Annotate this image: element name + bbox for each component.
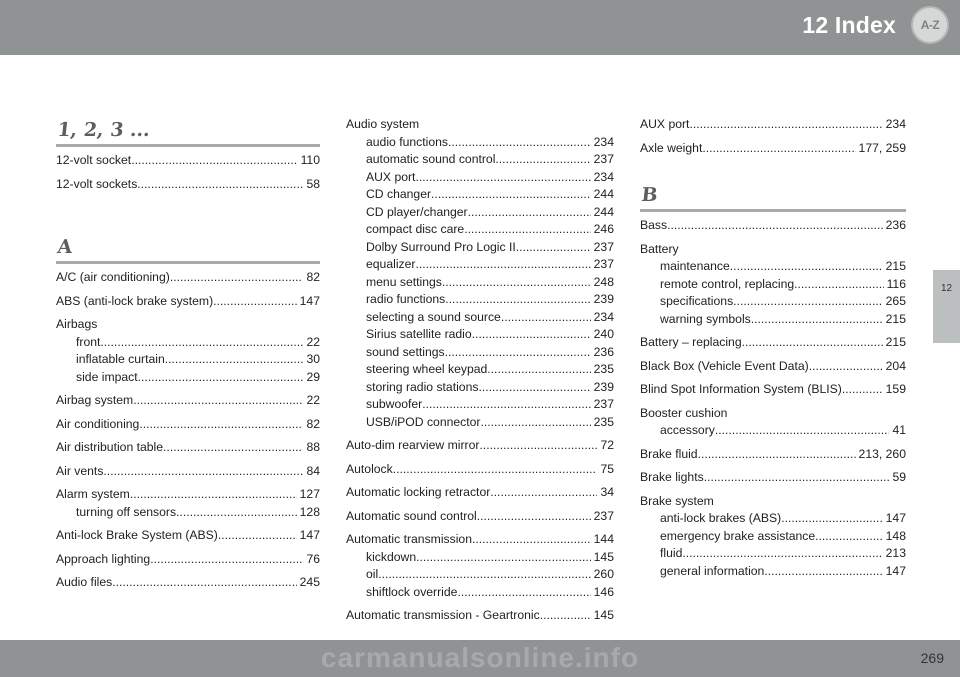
index-entry: Black Box (Vehicle Event Data) ..... 204 — [640, 358, 906, 376]
index-subentry: turning off sensors ..... 128 — [56, 504, 320, 522]
index-entry: 12-volt socket ..... 110 — [56, 152, 320, 170]
section-heading-a: A — [56, 236, 74, 258]
index-entry: Automatic sound control ..... 237 — [346, 508, 614, 526]
index-entry-heading: Battery — [640, 241, 679, 256]
index-entry: 12-volt sockets ..... 58 — [56, 176, 320, 194]
index-subentry: audio functions ..... 234 — [346, 134, 614, 152]
section-divider — [640, 209, 906, 212]
index-subentry: CD player/changer ..... 244 — [346, 204, 614, 222]
index-subentry: shiftlock override ..... 146 — [346, 584, 614, 602]
index-entry: Auto-dim rearview mirror ..... 72 — [346, 437, 614, 455]
index-entry: Bass ..... 236 — [640, 217, 906, 235]
index-subentry: emergency brake assistance ..... 148 — [640, 528, 906, 546]
index-entry: Brake fluid ..... 213, 260 — [640, 446, 906, 464]
index-subentry: compact disc care ..... 246 — [346, 221, 614, 239]
index-entry-heading: Audio system — [346, 117, 420, 131]
index-entry-heading: Airbags — [56, 317, 98, 331]
index-subentry: storing radio stations ..... 239 — [346, 379, 614, 397]
index-column-1 — [56, 116, 320, 592]
index-entry-heading: Booster cushion — [640, 405, 728, 420]
page-title: 12 Index — [802, 12, 896, 38]
index-subentry: kickdown ..... 145 — [346, 549, 614, 567]
a-z-logo-icon: A-Z — [911, 6, 949, 44]
index-entry: Audio files ..... 245 — [56, 574, 320, 592]
index-entry: Automatic transmission ..... 144 — [346, 531, 614, 549]
index-subentry: CD changer ..... 244 — [346, 186, 614, 204]
index-subentry: Dolby Surround Pro Logic II ..... 237 — [346, 239, 614, 257]
index-subentry: front ..... 22 — [56, 334, 320, 352]
index-subentry: Sirius satellite radio ..... 240 — [346, 326, 614, 344]
index-subentry: radio functions ..... 239 — [346, 291, 614, 309]
index-subentry: USB/iPOD connector ..... 235 — [346, 414, 614, 432]
section-heading-numbers: 1, 2, 3 ... — [56, 119, 152, 141]
section-divider — [56, 261, 320, 264]
index-subentry: steering wheel keypad ..... 235 — [346, 361, 614, 379]
index-subentry: remote control, replacing ..... 116 — [640, 276, 906, 294]
index-entry: Autolock ..... 75 — [346, 461, 614, 479]
index-entry: Automatic locking retractor ..... 34 — [346, 484, 614, 502]
index-subentry: specifications ..... 265 — [640, 293, 906, 311]
chapter-tab-label: 12 — [940, 283, 953, 294]
index-entry: Air conditioning ..... 82 — [56, 416, 320, 434]
index-subentry: maintenance ..... 215 — [640, 258, 906, 276]
index-column-2 — [346, 116, 614, 625]
index-entry: A/C (air conditioning) ..... 82 — [56, 269, 320, 287]
index-entry-heading: Brake system — [640, 493, 714, 508]
index-subentry: subwoofer ..... 237 — [346, 396, 614, 414]
page-header — [0, 0, 960, 55]
index-subentry: anti-lock brakes (ABS) ..... 147 — [640, 510, 906, 528]
index-entry: Blind Spot Information System (BLIS) ..... 159 — [640, 381, 906, 399]
index-subentry: menu settings ..... 248 — [346, 274, 614, 292]
index-entry: Approach lighting ..... 76 — [56, 551, 320, 569]
section-heading-b: B — [640, 184, 659, 206]
index-subentry: warning symbols ..... 215 — [640, 311, 906, 329]
page-footer — [0, 640, 960, 677]
index-subentry: sound settings ..... 236 — [346, 344, 614, 362]
index-subentry: selecting a sound source ..... 234 — [346, 309, 614, 327]
index-entry: Airbag system ..... 22 — [56, 392, 320, 410]
index-entry: Air distribution table ..... 88 — [56, 439, 320, 457]
index-entry: Alarm system ..... 127 — [56, 486, 320, 504]
index-entry: Anti-lock Brake System (ABS) ..... 147 — [56, 527, 320, 545]
index-subentry: automatic sound control ..... 237 — [346, 151, 614, 169]
index-subentry: equalizer ..... 237 — [346, 256, 614, 274]
index-entry: AUX port ..... 234 — [640, 116, 906, 134]
index-subentry: fluid ..... 213 — [640, 545, 906, 563]
watermark: carmanualsonline.info — [320, 642, 640, 673]
index-subentry: general information ..... 147 — [640, 563, 906, 581]
index-subentry: inflatable curtain ..... 30 — [56, 351, 320, 369]
page-number: 269 — [920, 650, 944, 666]
index-entry: Brake lights ..... 59 — [640, 469, 906, 487]
index-entry: Axle weight ..... 177, 259 — [640, 140, 906, 158]
index-entry: Automatic transmission - Geartronic ..... 145 — [346, 607, 614, 625]
index-subentry: side impact ..... 29 — [56, 369, 320, 387]
section-divider — [56, 144, 320, 147]
index-subentry: AUX port ..... 234 — [346, 169, 614, 187]
index-entry: Air vents ..... 84 — [56, 463, 320, 481]
index-column-3 — [640, 116, 906, 580]
index-subentry: oil ..... 260 — [346, 566, 614, 584]
chapter-tab[interactable] — [933, 270, 960, 343]
index-entry: ABS (anti-lock brake system) ..... 147 — [56, 293, 320, 311]
index-subentry: accessory ..... 41 — [640, 422, 906, 440]
index-entry: Battery – replacing ..... 215 — [640, 334, 906, 352]
